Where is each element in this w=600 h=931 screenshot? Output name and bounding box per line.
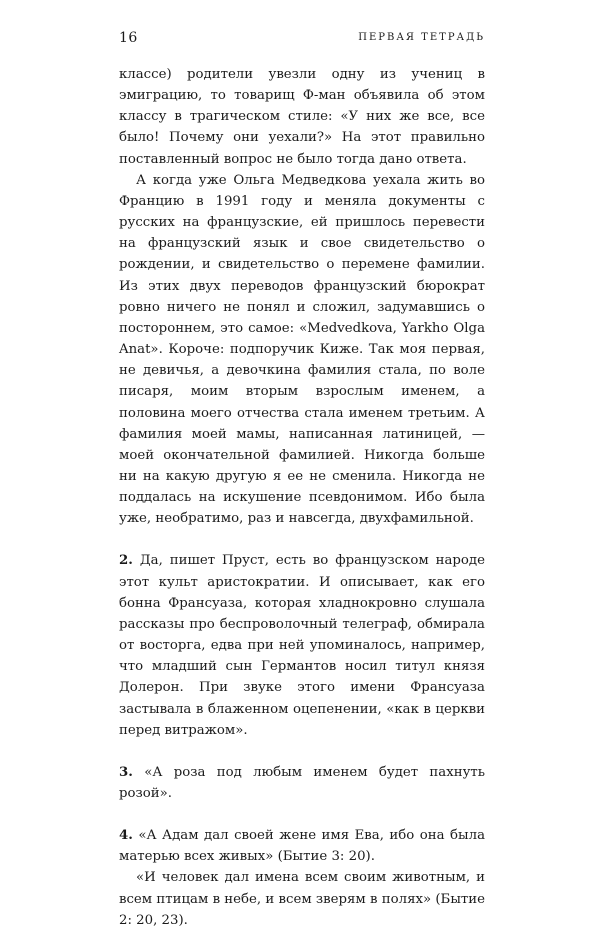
page-body bbox=[119, 64, 485, 931]
note-number: 3. bbox=[119, 764, 133, 780]
page-header bbox=[119, 30, 485, 50]
note-3 bbox=[119, 762, 485, 804]
note-number: 4. bbox=[119, 828, 133, 844]
page-number: 16 bbox=[119, 30, 138, 46]
body-paragraph: классе) родители увезли одну из учениц в эмиграцию, то товарищ Ф-ман объявила об этом классу в трагическом стиле: «У них же все, все было! Почему они уехали?» На этот правильно поставленный вопрос не было тогда дано ответа. bbox=[119, 67, 485, 167]
note-2 bbox=[119, 550, 485, 740]
note-text: «А Адам дал своей жене имя Ева, ибо она была матерью всех живых» (Бытие 3: 20). bbox=[119, 828, 485, 865]
note-4 bbox=[119, 825, 485, 867]
note-text: «А роза под любым именем будет пахнуть розой». bbox=[119, 764, 485, 801]
note-text: Да, пишет Пруст, есть во французском народе этот культ аристократии. И описывает, как его бонна Франсуаза, которая хладнокровно слушала рассказы про беспроволочный телеграф, обмирала от восторга, едва при ней упоминалось, например, что младший сын Германтов носил титул князя Долерон. При звуке этого имени Франсуаза застывала в блаженном оцепенении, «как в церкви перед витражом». bbox=[119, 553, 485, 738]
note-4-continuation: «И человек дал имена всем своим животным, и всем птицам в небе, и всем зверям в полях» (Бытие 2: 20, 23). bbox=[119, 870, 485, 928]
running-head: ПЕРВАЯ ТЕТРАДЬ bbox=[358, 32, 485, 43]
body-paragraph: А когда уже Ольга Медведкова уехала жить во Францию в 1991 году и меняла документы с русских на французские, ей пришлось перевести на французский язык и свое свидетельство о рождении, и свидетельство о перемене фамилии. Из этих двух переводов французский бюрократ ровно ничего не понял и сложил, задумавшись о постороннем, это самое: «Medvedkova, Yarkho Olga Anat». Короче: подпоручик Киже. Так моя первая, не девичья, а девочкина фамилия стала, по воле писаря, моим вторым взрослым именем, а половина моего отчества стала именем третьим. А фамилия моей мамы, написанная латиницей, — моей окончательной фамилией. Никогда больше ни на какую другую я ее не сменила. Никогда не поддалась на искушение псевдонимом. Ибо была уже, необратимо, раз и навсегда, двухфамильной. bbox=[119, 172, 485, 527]
note-number: 2. bbox=[119, 553, 133, 569]
